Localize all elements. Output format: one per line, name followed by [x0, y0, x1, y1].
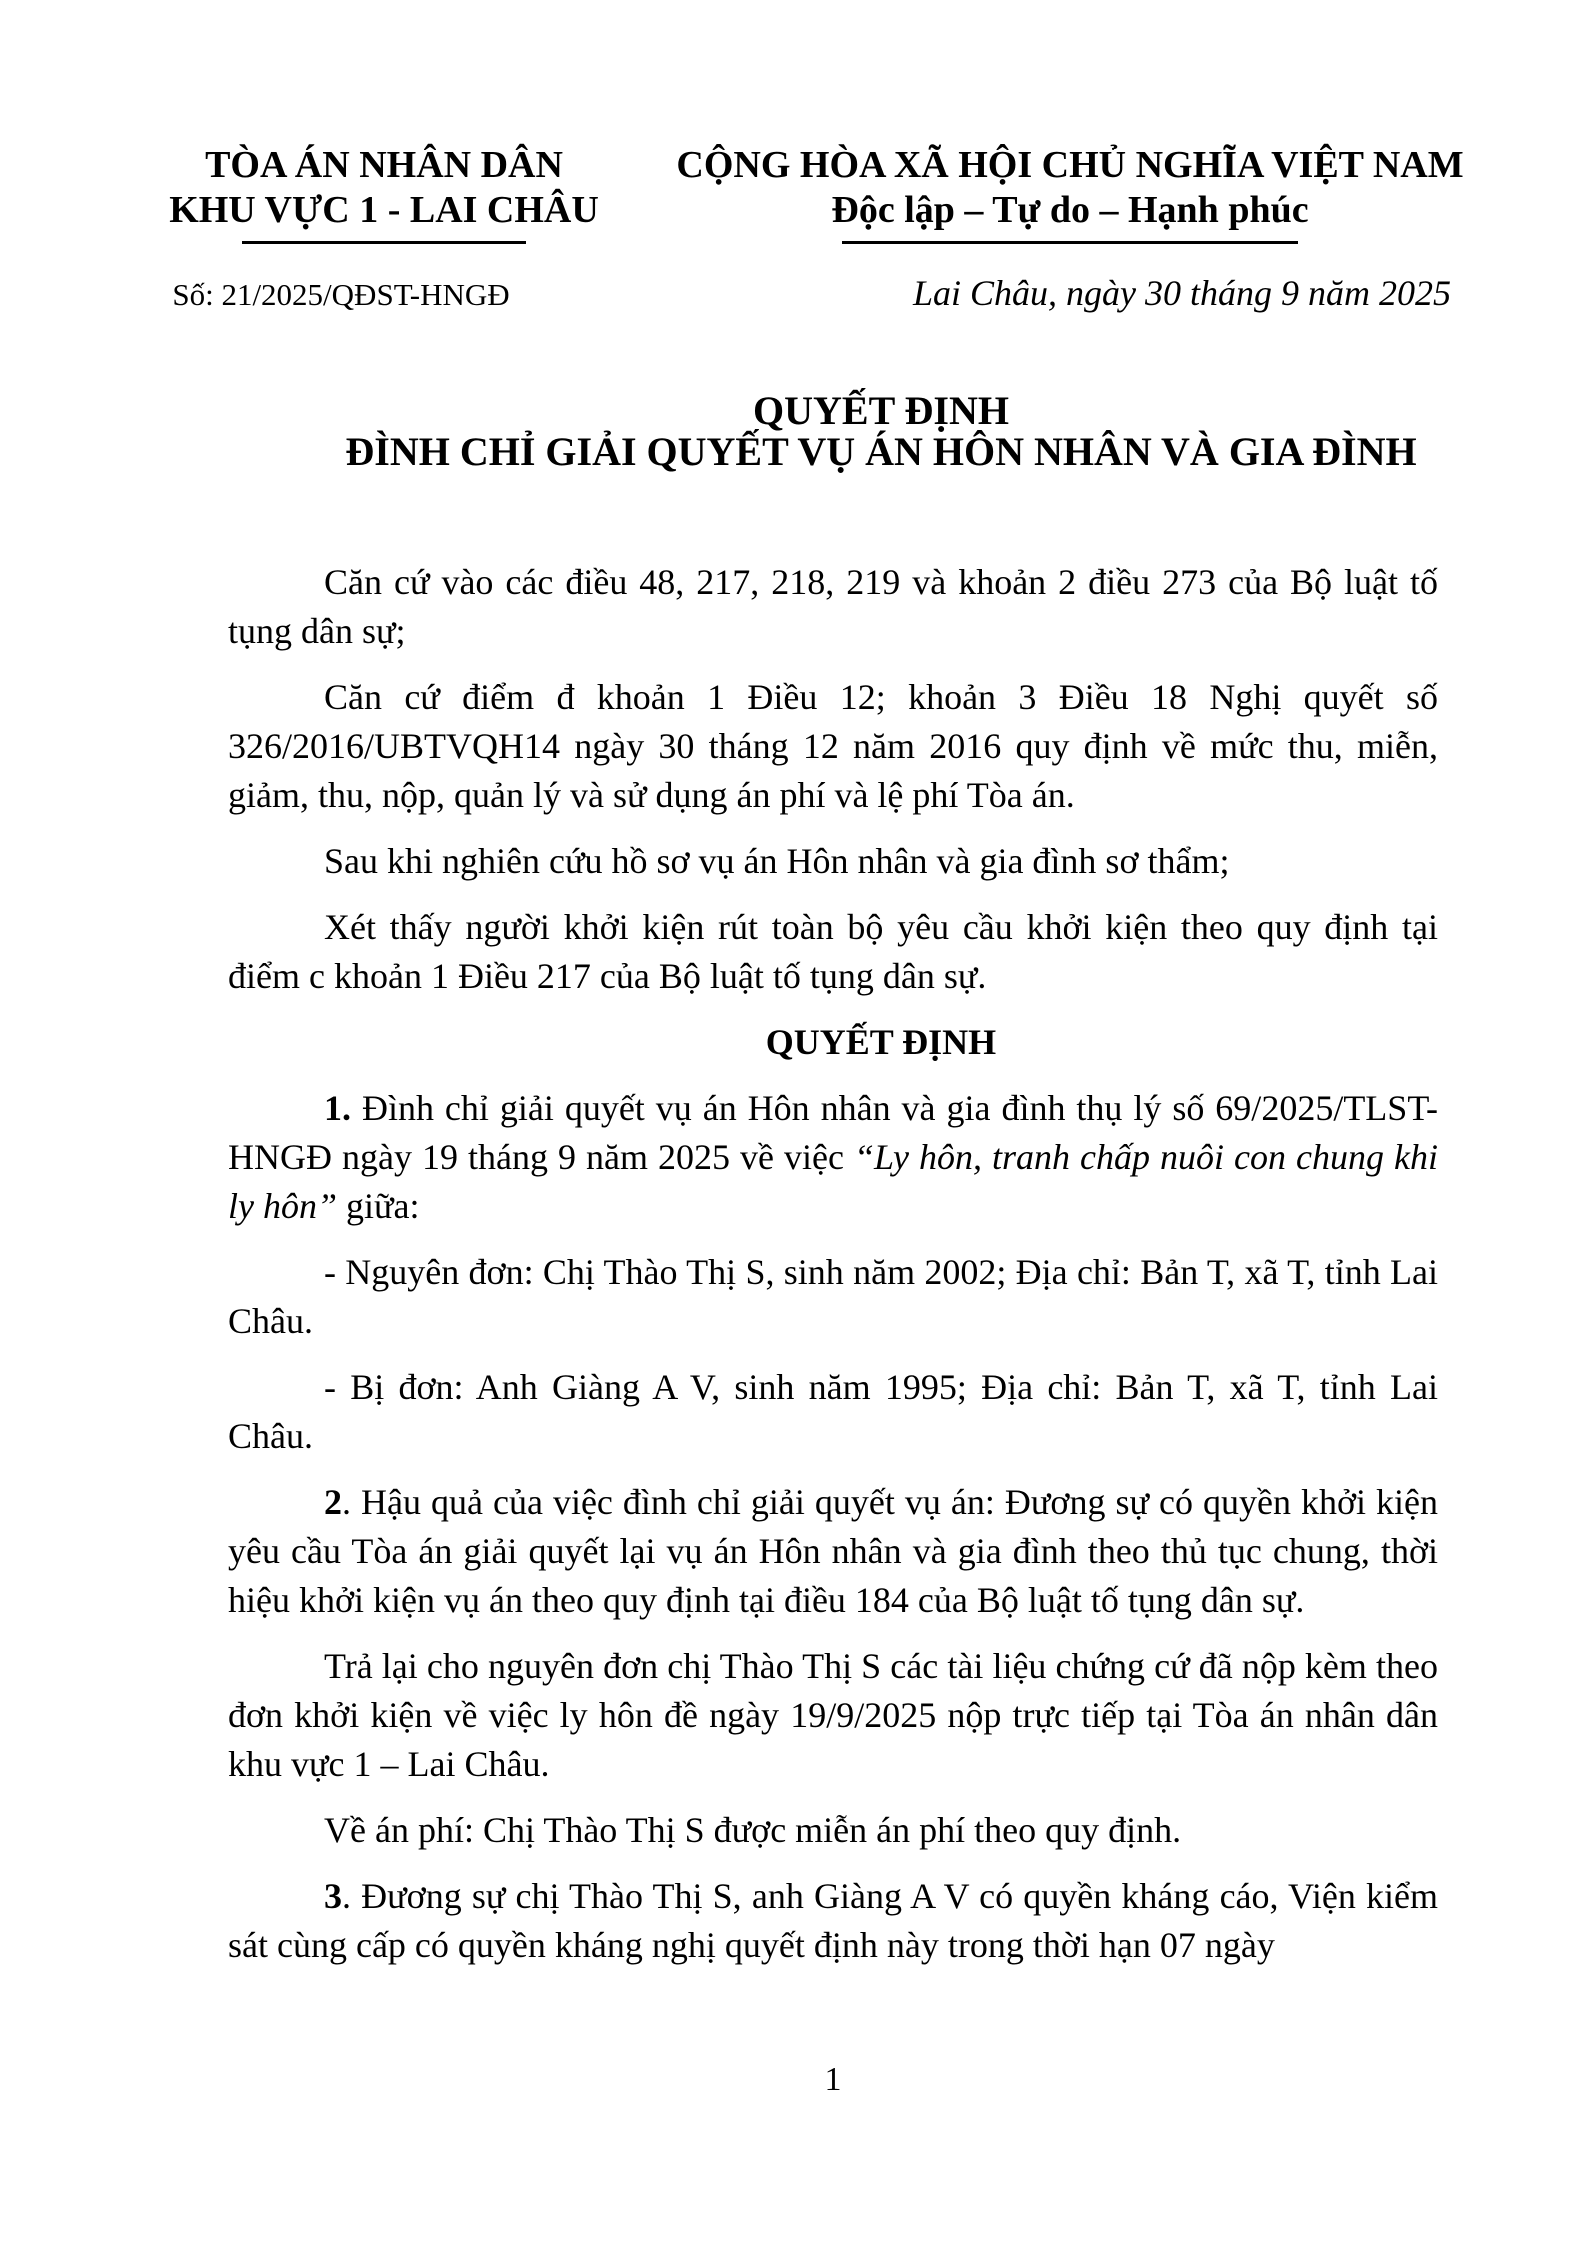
court-name-line1: TÒA ÁN NHÂN DÂN [205, 144, 563, 186]
document-title-line1: QUYẾT ĐỊNH [753, 388, 1009, 433]
body-paragraph [228, 837, 1438, 886]
body-paragraph [228, 1642, 1438, 1789]
body-paragraph [228, 1478, 1438, 1625]
text-run: - Bị đơn: Anh Giàng A V, sinh năm 1995; Địa chỉ: Bản T, xã T, tỉnh Lai Châu. [228, 1367, 1438, 1456]
motto-line: Độc lập – Tự do – Hạnh phúc [831, 189, 1309, 231]
body-paragraph [228, 673, 1438, 820]
place-date-line: Lai Châu, ngày 30 tháng 9 năm 2025 [912, 273, 1451, 313]
text-run: . Đương sự chị Thào Thị S, anh Giàng A V có quyền kháng cáo, Viện kiểm sát cùng cấp có quyền kháng nghị quyết định này trong thời hạn 07 ngày [228, 1876, 1438, 1965]
text-run: . Hậu quả của việc đình chỉ giải quyết vụ án: Đương sự có quyền khởi kiện yêu cầu Tòa án giải quyết lại vụ án Hôn nhân và gia đình theo thủ tục chung, thời hiệu khởi kiện vụ án theo quy định tại điều 184 của Bộ luật tố tụng dân sự. [228, 1482, 1438, 1620]
text-run: Căn cứ điểm đ khoản 1 Điều 12; khoản 3 Điều 18 Nghị quyết số 326/2016/UBTVQH14 ngày 30 tháng 12 năm 2016 quy định về mức thu, miễn, giảm, thu, nộp, quản lý và sử dụng án phí và lệ phí Tòa án. [228, 677, 1438, 815]
text-run: QUYẾT ĐỊNH [765, 1022, 997, 1062]
text-run: “Ly hôn, tranh chấp nuôi con chung khi ly hôn” [228, 1137, 1438, 1226]
text-run: Trả lại cho nguyên đơn chị Thào Thị S các tài liệu chứng cứ đã nộp kèm theo đơn khởi kiện về việc ly hôn đề ngày 19/9/2025 nộp trực tiếp tại Tòa án nhân dân khu vực 1 – Lai Châu. [228, 1646, 1438, 1784]
document-number: Số: 21/2025/QĐST-HNGĐ [172, 277, 510, 312]
republic-name-line: CỘNG HÒA XÃ HỘI CHỦ NGHĨA VIỆT NAM [676, 144, 1464, 186]
body-paragraph [228, 1872, 1438, 1970]
page-number: 1 [824, 2061, 842, 2098]
court-name-line2: KHU VỰC 1 - LAI CHÂU [169, 189, 599, 231]
body-heading [228, 1018, 1438, 1067]
text-run: Về án phí: Chị Thào Thị S được miễn án phí theo quy định. [324, 1810, 1182, 1850]
national-motto-block [655, 143, 1485, 314]
text-run: giữa: [337, 1186, 420, 1226]
text-run: 2 [324, 1482, 342, 1522]
decision-body [228, 558, 1438, 1970]
body-paragraph [228, 1248, 1438, 1346]
body-paragraph [228, 1806, 1438, 1855]
text-run: 1. [324, 1088, 351, 1128]
body-paragraph [228, 903, 1438, 1001]
document-title-line2: ĐÌNH CHỈ GIẢI QUYẾT VỤ ÁN HÔN NHÂN VÀ GIA ĐÌNH [345, 429, 1417, 474]
text-run: Căn cứ vào các điều 48, 217, 218, 219 và khoản 2 điều 273 của Bộ luật tố tụng dân sự; [228, 562, 1438, 651]
body-paragraph [228, 1363, 1438, 1461]
body-paragraph [228, 558, 1438, 656]
document-title [228, 390, 1438, 472]
text-run: Đình chỉ giải quyết vụ án Hôn nhân và gia đình thụ lý số 69/2025/TLST-HNGĐ ngày 19 tháng 9 năm 2025 về việc [228, 1088, 1438, 1177]
issuing-court-block [168, 143, 600, 314]
header-right-rule [842, 241, 1298, 244]
text-run: - Nguyên đơn: Chị Thào Thị S, sinh năm 2002; Địa chỉ: Bản T, xã T, tỉnh Lai Châu. [228, 1252, 1438, 1341]
header-left-rule [242, 241, 526, 244]
text-run: Sau khi nghiên cứu hồ sơ vụ án Hôn nhân và gia đình sơ thẩm; [324, 841, 1230, 881]
text-run: 3 [324, 1876, 342, 1916]
text-run: Xét thấy người khởi kiện rút toàn bộ yêu cầu khởi kiện theo quy định tại điểm c khoản 1 Điều 217 của Bộ luật tố tụng dân sự. [228, 907, 1438, 996]
body-paragraph [228, 1084, 1438, 1231]
